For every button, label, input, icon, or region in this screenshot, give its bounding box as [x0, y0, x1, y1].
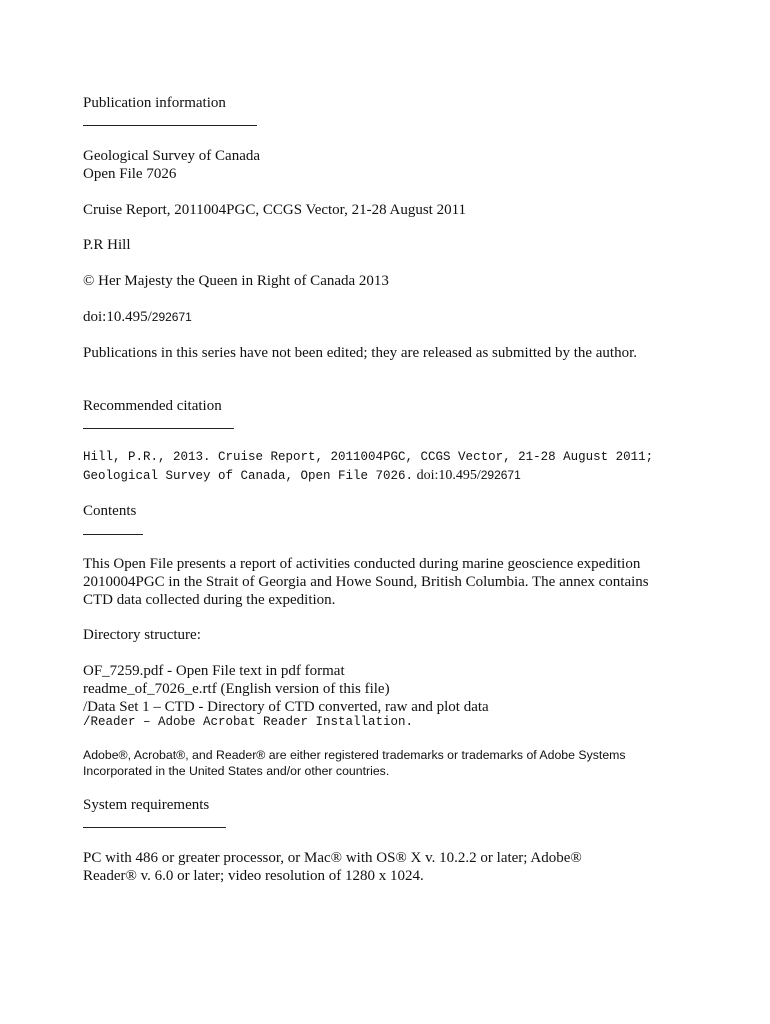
section-heading-contents: Contents	[83, 503, 137, 519]
section-heading-publication-information: Publication information	[83, 95, 226, 111]
citation-source: Geological Survey of Canada, Open File 7026.	[83, 469, 414, 483]
publication-title: Cruise Report, 2011004PGC, CCGS Vector, 21-28 August 2011	[83, 202, 467, 218]
directory-item-pdf: OF_7259.pdf - Open File text in pdf format	[83, 663, 345, 679]
directory-structure-heading: Directory structure:	[83, 627, 201, 643]
trademark-notice-line-2: Incorporated in the United States and/or other countries.	[83, 764, 390, 778]
contents-paragraph-line-1: This Open File presents a report of activities conducted during marine geoscience expedition	[83, 556, 641, 572]
doi-number: 292671	[151, 310, 192, 324]
heading-underline	[83, 428, 234, 429]
directory-item-readme: readme_of_7026_e.rtf (English version of this file)	[83, 681, 390, 697]
system-requirements-line-2: Reader® v. 6.0 or later; video resolution of 1280 x 1024.	[83, 868, 424, 884]
citation-doi-number: 292671	[480, 468, 521, 482]
system-requirements-line-1: PC with 486 or greater processor, or Mac® with OS® X v. 10.2.2 or later; Adobe®	[83, 850, 582, 866]
heading-underline	[83, 534, 143, 535]
contents-paragraph-line-2: 2010004PGC in the Strait of Georgia and Howe Sound, British Columbia. The annex contains	[83, 574, 649, 590]
section-heading-system-requirements: System requirements	[83, 797, 210, 813]
citation-line-1: Hill, P.R., 2013. Cruise Report, 2011004PGC, CCGS Vector, 21-28 August 2011;	[83, 450, 654, 464]
author-name: P.R Hill	[83, 237, 131, 253]
doi-prefix: doi:10.495/	[83, 309, 152, 325]
copyright-notice: © Her Majesty the Queen in Right of Canada 2013	[83, 273, 389, 289]
directory-item-data-set: /Data Set 1 – CTD - Directory of CTD converted, raw and plot data	[83, 699, 489, 715]
open-file-number: Open File 7026	[83, 166, 177, 182]
citation-doi-prefix: doi:10.495/	[416, 468, 481, 483]
directory-item-reader: /Reader – Adobe Acrobat Reader Installation.	[83, 715, 414, 729]
heading-underline	[83, 827, 226, 828]
contents-paragraph-line-3: CTD data collected during the expedition.	[83, 592, 336, 608]
doi	[83, 308, 192, 326]
section-heading-recommended-citation: Recommended citation	[83, 398, 222, 414]
editing-note: Publications in this series have not been edited; they are released as submitted by the author.	[83, 345, 638, 361]
agency-name: Geological Survey of Canada	[83, 148, 261, 164]
citation-line-2	[83, 466, 521, 485]
heading-underline	[83, 125, 257, 126]
trademark-notice-line-1: Adobe®, Acrobat®, and Reader® are either registered trademarks or trademarks of Adobe Systems	[83, 748, 626, 762]
